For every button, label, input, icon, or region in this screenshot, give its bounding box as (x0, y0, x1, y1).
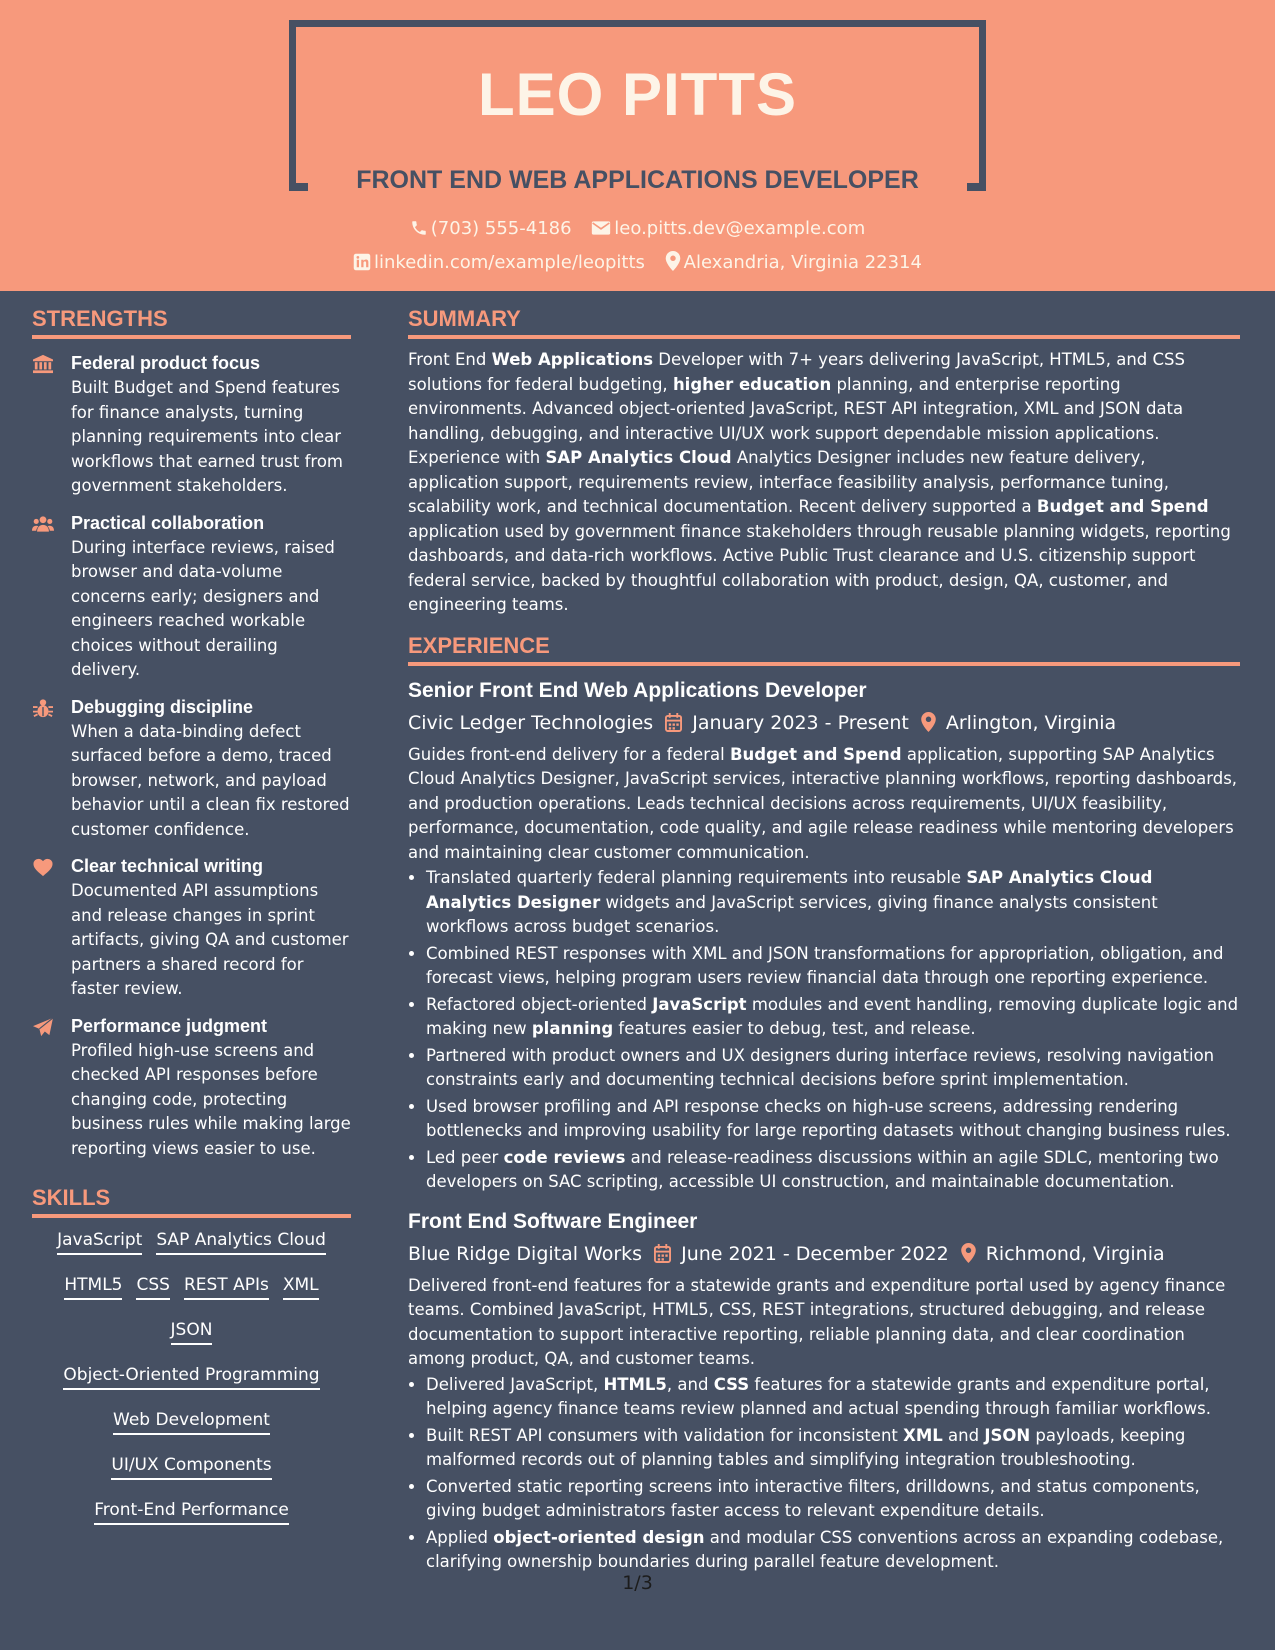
bug-icon (32, 698, 54, 718)
job-description (408, 1274, 1240, 1372)
users-icon (32, 514, 54, 534)
email-contact[interactable] (591, 218, 865, 239)
summary-text-part: application used by government finance stakeholders through reusable planning widgets, reporting dashboards, and data-rich workflows. Active Public Trust clearance and U.S. citizenship support federal service, backed by thoughtful collaboration with product, design, QA, customer, and engineering teams. (408, 521, 1231, 614)
summary-text-part: planning, and enterprise reporting environments. Advanced object-oriented JavaScript, REST API integration, XML and JSON data handling, debugging, and interactive UI/UX work support dependable mission applications. Experience with (408, 374, 1184, 467)
skills-heading: SKILLS (32, 1185, 351, 1218)
left-column (32, 306, 351, 1544)
job-company: Civic Ledger Technologies (408, 711, 654, 734)
paper-plane-icon (32, 1017, 54, 1037)
bullet-text: features for a statewide grants and expenditure portal, helping agency finance teams review planned and actual spending through familiar workflows. (426, 1374, 1211, 1418)
bullet-highlight: CSS (713, 1374, 750, 1394)
summary-highlight: SAP Analytics Cloud (545, 448, 732, 467)
bullet-text: features easier to debug, test, and release. (613, 1019, 976, 1038)
page-number: 1/3 (622, 1572, 653, 1594)
job-meta (408, 710, 1240, 736)
job-bullet (426, 1475, 1240, 1524)
skill-tag: CSS (136, 1274, 169, 1300)
summary-text-part: Developer with 7+ years delivering JavaScript, HTML5, and CSS solutions for federal budgeting, (408, 350, 1185, 394)
contact-row-1 (0, 218, 1275, 239)
job-location: Richmond, Virginia (985, 1242, 1165, 1265)
summary-highlight: higher education (672, 374, 832, 394)
bank-icon (32, 354, 54, 374)
bullet-text: and (942, 1425, 985, 1445)
summary-highlight: Web Applications (491, 350, 654, 369)
job-bullet (426, 1373, 1240, 1422)
bullet-text: and modular CSS conventions across an expanding codebase, clarifying ownership boundaries during parallel feature development. (426, 1527, 1224, 1571)
strength-item (32, 696, 351, 843)
job-dates: June 2021 - December 2022 (681, 1242, 949, 1265)
skill-tag: UI/UX Components (111, 1454, 271, 1480)
strength-text: Profiled high-use screens and checked API responses before changing code, protecting business rules while making large reporting views easier to use. (71, 1040, 351, 1158)
bullet-text: Led peer (426, 1147, 504, 1167)
job-bullet (426, 866, 1240, 940)
heart-icon (32, 857, 54, 877)
job-bullet (426, 1146, 1240, 1195)
location-contact (665, 251, 922, 273)
job-desc-part: application, supporting SAP Analytics Cloud Analytics Designer, JavaScript services, interactive planning workflows, reporting dashboards, and production operations. Leads technical decisions across requirements, UI/UX feasibility, performance, documentation, code quality, and agile release readiness while mentoring developers and maintaining clear customer communication. (408, 744, 1238, 862)
strength-item (32, 855, 351, 1002)
skill-tag: HTML5 (64, 1274, 122, 1300)
job-bullets (408, 866, 1240, 1195)
skills-list (32, 1229, 351, 1525)
strength-title: Debugging discipline (71, 696, 254, 717)
summary-text-part: Front End (408, 350, 492, 369)
map-pin-icon (961, 1243, 976, 1263)
bullet-text: , and (666, 1374, 714, 1394)
job-entry (408, 1209, 1240, 1575)
strengths-heading: STRENGTHS (32, 306, 351, 339)
bullet-text: modules and event handling, removing duplicate logic and making new (426, 994, 1239, 1038)
job-dates: January 2023 - Present (692, 711, 909, 734)
job-bullet (426, 1044, 1240, 1093)
strength-item (32, 352, 351, 499)
bullet-text: Applied (426, 1527, 494, 1547)
bullet-highlight: JavaScript (652, 994, 747, 1014)
job-bullet (426, 1424, 1240, 1473)
bullet-text: and release-readiness discussions within an agile SDLC, mentoring two developers on SAC scripting, accessible UI construction, and maintainable documentation. (426, 1147, 1219, 1191)
skill-tag: Web Development (113, 1409, 270, 1435)
bullet-text: Combined REST responses with XML and JSON transformations for appropriation, obligation, and forecast views, helping program users review financial data through one reporting experience. (426, 943, 1224, 987)
phone-contact[interactable] (410, 218, 572, 239)
strength-title: Clear technical writing (71, 856, 264, 876)
bullet-text: payloads, keeping malformed records out of planning tables and simplifying integration troubleshooting. (426, 1425, 1186, 1469)
strength-title: Federal product focus (71, 353, 261, 373)
job-location: Arlington, Virginia (945, 711, 1117, 734)
bullet-highlight: XML (903, 1425, 943, 1445)
candidate-title: FRONT END WEB APPLICATIONS DEVELOPER (356, 166, 919, 194)
strength-title: Practical collaboration (71, 512, 265, 533)
linkedin-icon (353, 253, 371, 271)
bullet-highlight: HTML5 (603, 1374, 667, 1394)
map-pin-icon (921, 712, 936, 732)
job-title: Senior Front End Web Applications Developer (408, 678, 867, 702)
bullet-text: Partnered with product owners and UX designers during interface reviews, resolving navigation constraints early and documenting technical decisions before sprint implementation. (426, 1045, 1215, 1089)
summary-text (408, 348, 1240, 618)
job-description (408, 743, 1240, 866)
job-desc-part: Delivered front-end features for a statewide grants and expenditure portal used by agency finance teams. Combined JavaScript, HTML5, CSS, REST integrations, structured debugging, and release documentation to support interactive reporting, reliable planning data, and clear coordination among product, QA, and customer teams. (408, 1275, 1226, 1368)
linkedin-contact[interactable] (353, 252, 645, 273)
job-bullet (426, 1526, 1240, 1575)
strength-text: Documented API assumptions and release changes in sprint artifacts, giving QA and customer partners a shared record for faster review. (71, 881, 349, 998)
bullet-text: Used browser profiling and API response checks on high-use screens, addressing rendering bottlenecks and improving usability for large reporting datasets without changing business rules. (426, 1096, 1231, 1140)
strength-text: When a data-binding defect surfaced before a demo, traced browser, network, and payload behavior until a clean fix restored customer confidence. (71, 721, 350, 839)
job-entry (408, 678, 1240, 1195)
job-desc-part: Guides front-end delivery for a federal (408, 744, 730, 764)
job-title: Front End Software Engineer (408, 1209, 698, 1233)
location-text: Alexandria, Virginia 22314 (683, 252, 922, 273)
bullet-text: widgets and JavaScript services, giving finance analysts consistent workflows across budget scenarios. (426, 892, 1158, 936)
job-bullets (408, 1373, 1240, 1575)
bullet-highlight: SAP Analytics Cloud Analytics Designer (426, 868, 1153, 912)
envelope-icon (591, 219, 611, 237)
right-column (408, 306, 1240, 1577)
candidate-name: LEO PITTS (477, 61, 798, 128)
bullet-text: Delivered JavaScript, (426, 1374, 604, 1394)
contact-row-2 (0, 251, 1275, 273)
job-bullet (426, 942, 1240, 991)
experience-heading: EXPERIENCE (408, 633, 1240, 666)
map-pin-icon (665, 251, 681, 271)
strength-text: During interface reviews, raised browser and data-volume concerns early; designers and engineers reached workable choices without derailing delivery. (71, 537, 335, 679)
phone-text: (703) 555-4186 (430, 218, 572, 239)
job-meta (408, 1241, 1240, 1267)
bullet-text: Built REST API consumers with validation for inconsistent (426, 1425, 904, 1445)
strength-item (32, 1015, 351, 1162)
skill-tag: REST APIs (184, 1274, 269, 1300)
skill-tag: XML (283, 1274, 319, 1300)
bullet-highlight: JSON (984, 1425, 1031, 1445)
bullet-highlight: code reviews (503, 1147, 626, 1167)
summary-highlight: Budget and Spend (1036, 497, 1209, 516)
email-text: leo.pitts.dev@example.com (614, 218, 866, 239)
summary-text-part: Analytics Designer includes new feature delivery, application support, requirements review, interface feasibility analysis, performance tuning, scalability work, and technical documentation. Recent delivery supported a (408, 448, 1169, 516)
resume-header (0, 0, 1275, 291)
bullet-text: Refactored object-oriented (426, 994, 653, 1014)
job-bullet (426, 993, 1240, 1042)
skill-tag: SAP Analytics Cloud (156, 1229, 326, 1255)
bullet-highlight: planning (531, 1019, 614, 1038)
phone-icon (410, 219, 428, 237)
bullet-text: Translated quarterly federal planning requirements into reusable (426, 868, 967, 887)
strength-text: Built Budget and Spend features for finance analysts, turning planning requirements into clear workflows that earned trust from government stakeholders. (71, 378, 344, 495)
skill-tag: JSON (171, 1319, 213, 1345)
job-desc-highlight: Budget and Spend (729, 744, 902, 764)
bullet-highlight: object-oriented design (493, 1527, 705, 1547)
bullet-text: Converted static reporting screens into interactive filters, drilldowns, and status components, giving budget administrators faster access to relevant expenditure details. (426, 1476, 1200, 1520)
summary-heading: SUMMARY (408, 306, 1240, 339)
job-company: Blue Ridge Digital Works (408, 1242, 643, 1265)
calendar-icon (665, 713, 682, 732)
strength-item (32, 512, 351, 683)
calendar-icon (654, 1244, 671, 1263)
skill-tag: Front-End Performance (94, 1499, 289, 1525)
strength-title: Performance judgment (71, 1015, 268, 1036)
skill-tag: JavaScript (57, 1229, 142, 1255)
job-bullet (426, 1095, 1240, 1144)
skill-tag: Object-Oriented Programming (63, 1364, 319, 1390)
linkedin-text: linkedin.com/example/leopitts (374, 252, 645, 273)
